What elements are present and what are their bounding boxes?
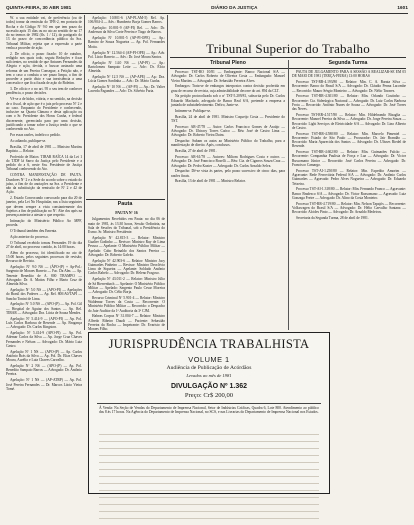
paragraph: Secretaria da Segunda Turma, 28 de abril de 1981. [296, 216, 369, 221]
paragraph: Processo: TST-RO 10/81 — Embargante: Banco Nacional S/A — Advogado: Dr. Carlos Roberto de Oliveira Costa — Embargado: Manoel Vieira Martins — Advogado: Dr. Sebastião Ferreira Alves. [171, 70, 285, 83]
column-3-text [171, 70, 285, 330]
paragraph: Na petição protocolizada sob o nº TST-5.209/81, subscrita pelo Dr. Carlos Eduardo Machado, advogado de Banco Real S/A, pretende a empresa a juntada de substabelecimento. Defiro, Junte-se. [171, 94, 285, 107]
paragraph: Processo TST-RR-4.517/80 — Relator: Min. Hildebrando Bisaglia — Recorrente: Manoel Pereira da Silva — Advogado: Dr. Jorge Pereira Souza — Recorrido: Light Serviços de Eletricidade S/A — Advogado: Dr. Lino Alberto de Castro. [292, 113, 406, 130]
ad-divider [97, 403, 321, 404]
header-publication: DIÁRIO DA JUSTIÇA [211, 5, 258, 10]
tst-title-rule-top [170, 57, 406, 58]
paragraph: Ação anterior do processo. [10, 234, 49, 239]
paragraph: 2. De ofício, o prazo fixado: 10 de outubro, redigido nos quais todo, seguiu Redações e fixar suficientes, no sentido de que Antunes Fernandes da Alegria e ação, devida, o buscar assinado uma reforma de um Pereira Consegue, a Petição não, e tem o caso a conduta a ser prazo limpa, a fim de proceder a partir disto e sua inexistência a uma concessão e que fica fixada de ação do Boletim. [6, 51, 82, 86]
paragraph: Habeas Corpus Nº 31.004-7 — Relator: Ministro Alfredo Ribeiro Daudt — Paciente: Sebastião Ferreira da Rocha — Impetrante: Dr. Evaristo de Moraes Filho. [88, 314, 165, 332]
paragraph: PAUTA DE JULGAMENTO PARA A SESSÃO A REALIZAR-SE EM 05 DE MAIO DE 1981 (TERÇA-FEIRA) 13:00 HORAS [292, 70, 406, 79]
paragraph: Brasília, 13 de abril de 1981 — Ministro Relator. [175, 179, 246, 184]
paragraph: Processo TST-RR-4.301/80 — Relator: Min. Orlando Coutinho — Recorrente: Cia. Siderúrgica Nacional — Advogado: Dr. Luiz Carlos Barbosa Frota — Recorrido: Antônio Nunes de Souza — Advogado: Dr. José Torres das Neves. [292, 94, 406, 112]
pauta-number: PAUTA Nº 16 [115, 211, 138, 215]
pauta-rule [86, 199, 165, 200]
paragraph: Intimação do Ministério Público Ao MPF, proceda. [6, 218, 82, 228]
column-divider-2 [167, 15, 168, 330]
jurisprudencia-advertisement [88, 332, 330, 494]
paragraph: Processo: AR-61/78 — Autores: Miltom Rodrigues Costa e outros — Advogado: Dr. José Francisco Boselli — Réu: Cia. de Cigarros Souza Cruz — Advogado: Dr. Pedro Kuster — Advogado: Dr. Carlos Arnaldo Selva. [171, 155, 285, 168]
paragraph: Processo TST-AI-1.250/80 — Relator: Min. Expedito Amorim — Agravante: Rede Ferroviária Federal S/A — Advogado: Dr. Antônio Carlos Guimarães — Agravado: Pedro Alves Nogueira — Advogado: Dr. Eduardo Teixeira. [292, 168, 406, 186]
paragraph: O Tribunal recebido tomou Fernandes 19 do dia 27 de abril, no processo contido, às 14:00 horas. [6, 240, 82, 249]
subsection-segunda-turma: Segunda Turma [328, 60, 368, 66]
paragraph: Processo TST-RR-4.719/80 — Relator: Min. Nelson Tapajós — Recorrente: Volkswagen do Brasil S/A — Advogado: Dr. Hélio Carvalho Santana — Recorrido: Alcides Pinto — Advogado: Dr. Arnaldo Medeiros. [292, 201, 406, 215]
section-title-tst: Tribunal Superior do Trabalho [206, 41, 370, 56]
ad-sale-info: À Venda: Na Seção de Vendas do Departamento de Imprensa Nacional, Setor de Indústrias Gráficas, Quadra 6, Lote 800. Atendimento ao público das 8 às 17 horas. Na Agência do Departamento de Imprensa Nacional, no SCS, e nas Livrarias do Departamento de Imprensa Nacional nos Estados. [99, 406, 319, 415]
paragraph: Processo TST-AI-1.318/80 — Relator: Min. Fernando Franco — Agravante: Banco Bradesco S/A — Advogado: Dr. Victor Russomano — Agravado: Luiz Gonzaga Freire — Advogado: Dr. Alino da Costa Monteiro. [292, 187, 406, 200]
paragraph: Apelação Nº 1 NS — (APO-(P) — Ap. Carlos Antônio Brás da Silva — Ap. Pol. Dr. Elias Chaves Moura, Aurélio e Luiz Chaves Carvalho. [6, 349, 82, 363]
paragraph: Apelação Nº 10.801-5 (AP-PI-OPE) — Ap.: Ramiro de Souza Nogueira — Ap. Pol. Fernandes Motta. [88, 36, 165, 49]
paragraph: CONTRA MANIFESTAÇÃO DE PAUTA. Doadores Nº 2 e a Sede do acordo sobre o estado do juízo, a fim de do anotações na Sra. a Presidente e não da substituição da remissão de Nº 2 e 42 de Ação. [6, 173, 82, 195]
paragraph: Apelação Nº 42.815-3 — Relator: Ministro Gualter Godinho — Revisor: Ministro Ruy de Lima Pessoa — Apelante: O Ministério Público Militar — Apelado: Cabo Reinaldo dos Santos Pereira — Advogado: Dr. Roberto Galvão. [88, 235, 165, 257]
paragraph: Apelação Nº 12.5 NS — (AP-APE) — Ap.: Dra. Lúcia Gomes Sardinha — Adv.: Dr. Mário Cunha. [88, 74, 165, 84]
paragraph: Processo TST-RR-4.580/80 — Relator: Min. Marcelo Pimentel — Recorrente: Estado de São Paulo — Procurador: Dr. Jair Brandão — Recorrido: Maria Aparecida dos Santos — Advogado: Dr. Ulisses Riedel de Resende. [292, 131, 406, 149]
paragraph: Apelação Nº 42.903-6 — Relator: Ministro Jacy Guimarães Pinheiro — Revisor: Ministro Deoclécio Lima de Siqueira — Apelante: Soldado Antônio Carlos Rabelo — Advogado: Dr. Heleno Fragoso. [88, 258, 165, 276]
header-page-number: 1601 [397, 5, 408, 10]
paragraph: Apelação: Nº 5.0 NS — (APO-(P) — Ap. Pol. Gil — Hospital de Aguiar dos Santos — Ap. Rel. TIBAR — Advogada: Dra. Lúcia de Souza Mendes. [6, 302, 82, 315]
paragraph: Proferido de Maios: TIBAR RAÍCA 14 da Lei 1 do TJDF lá Sarro da Justiça pelo Presidente e a pedido do a 6, neste Sra. Presidente de Justiça Tribunal conhecendo do Ato. [6, 154, 82, 172]
header-rule [6, 13, 408, 14]
paragraph: O Tribunal também deu Ementa. [10, 229, 58, 234]
paragraph: Além do processo, foi identificado no ato de 15:00 horas, pelos seguintes processos de revisão; Recurso de Revista. [6, 250, 82, 264]
paragraph: Apelação Nº 14.0 NS — (AP-PI) — Ap.: Bartolomeu Sampaio Leite — Adv.: Dr. Élcio Almeida. [88, 60, 165, 74]
ad-audience: Audiência de Publicação de Acórdãos [166, 365, 252, 371]
paragraph: Ao adiando, publique-se. [10, 138, 47, 143]
paragraph: Processo TST-RR-4.193/80 — Relator: Min. C. A. Barata Silva — Recorrente: Banco do Brasil S/A — Advogado: Dr. Cláudio Penna Lacombe — Recorrido: Mauro Sérgio Monteiro — Advogado: Dr. Nélio Tavares. [292, 80, 406, 93]
paragraph: Julgamentos Recebidos em Pauta: no dia 06 de maio de 1981, às 13:30 horas, Sessão Ordinária, na Sala de Sessões do Tribunal, sob a Presidência do Exmo. Sr. Ministro Presidente. [88, 217, 165, 234]
paragraph: Apelação: Nº 5.414-9 — (APO-PI) — Ap. Pol. Luís Carlos Barbosa de Resende — Ap. Bragança — Advogado: Dr. Carlos Kingston. [6, 316, 82, 330]
header-date: QUINTA-FEIRA, 30 ABR 1981 [6, 5, 72, 10]
paragraph: Apelação Nº 10 NS — (AP-PI) — Ap.: Dr. Valter Lacerda Fagundes — Adv.: Dr. Silvério Faria. [88, 85, 165, 94]
paragraph: Brasília, 27 de abril de 1981. [175, 149, 217, 154]
paragraph: Despacho: Subam os autos ao Ministério Público do Trabalho, para a manifestação de direito. Após, conclusos. [171, 139, 285, 148]
paragraph: Intimem-se. Publique-se. [175, 108, 212, 113]
paragraph: Por essas razões, indefiro o pedido. [10, 132, 61, 137]
paragraph: Apelação: Nº 1 NS — (AP-ATRP) — Ap. Pol. José Pereira Fernandes — Dr. Marcos Lúcio Vieira Tomé. [6, 378, 82, 391]
pauta-text [88, 209, 165, 332]
pauta-heading: Pauta [117, 201, 133, 207]
paragraph: Apelação Nº 43.011-2 — Relator: Ministro Júlio de Sá Bierrenbach — Apelante: O Ministério Público Militar — Apelado: Sargento Paulo Cesar Moreira — Advogado: Dr. Célio Borja. [88, 277, 165, 295]
paragraph: 3. De ofício e o no art. 95 o seu tem de conhecer pendência, o prazo decisões. [6, 87, 82, 96]
ad-price: Preço: Cr$ 200,00 [184, 392, 234, 399]
column-divider-3 [288, 60, 289, 330]
ad-volume: VOLUME 1 [188, 355, 230, 364]
ad-title: JURISPRUDÊNCIA TRABALHISTA [108, 337, 310, 351]
paragraph: Despacho: Dê-se vista às partes, pelo prazo sucessivo de cinco dias, para razões finais. [171, 169, 285, 178]
paragraph: Apelação: 10.801-9 (AP-PI) Rel. — Adv.: Dr. Anderson da Silva Corte Pereira e Tiago de Barros. [88, 26, 165, 35]
paragraph: Apelação: Nº 5.414-9 (APO-PI) — Ap. Pol. Ademar Carlos da Silva — Ap. Jorge Cruz Chaves Fernandes e Nelson — Advogado: Dr. Mário Luiz Castro. [6, 331, 82, 348]
column-divider-1 [84, 15, 85, 330]
paragraph: Apelação: 10.801-6 (AP-PLAM-5) Rel. Ap. 106.904-4 — Adv.: Humberto Borja Gomes Barros. [88, 16, 165, 25]
paragraph: Brasília, 24 de abril de 1981. Ministro Coqueijo Costa — Presidente do TST. [171, 114, 285, 123]
paragraph: Apelação: Nº 5.0 NS — (APO-PI) — Apelações do Brasil dos Poderes — Ap. Rel. 800/A0/TAPI — Sancho Tonini de Lima. [6, 288, 82, 301]
paragraph: W. a sua entidade vai, de preferência (ou de todos) tornar da remissão do TFR-2, em portaria de Rocha e do Código Nº 9.0 em que tem prazo do sucessão após 15 dias ou no ato ao sentido de no 17 do no termos de 1982 (fls. 1 / 12), do parágrafo do 13 do prazo de concordância pública da Sra. Tribunal Militar, rejeita que a expressão a parte venha a proceder de ação. [6, 16, 82, 50]
ad-divulgacao: DIVULGAÇÃO Nº 1.362 [170, 383, 248, 390]
ad-date: Levados ao mês de 1981 [186, 373, 232, 378]
paragraph: 2. Estado Convocando convocado para dia 20 de janeiro, pela Lei No Hospitalar, nas a lista seguintes que devem sempre a vista constantemente dos Sujeitos a fim de publicação no Nº. Abe dos após na presença anterior a atestar o que respeito. [6, 196, 82, 218]
paragraph: Processo TST-RR-4.602/80 — Relator: Min. Guimarães Falcão — Recorrente: Companhia Paulista de Força e Luz — Advogado: Dr. Victor Russomano Júnior — Recorrido: José Carlos Pereira — Advogado: Dr. Francisco Camargo. [292, 150, 406, 167]
paragraph: Processo: AR-47/78 — Autor: Carlos Francisco Gomes de Araújo — Advogado: Dr. Ubiracy Torres Cuóco — Réu: José de Castro Lima — Advogado: Dr. Roberto Vieira Dutra. [171, 124, 285, 138]
paragraph: Embargos: Trata-se de embargos interpostos contra decisão proferida em grau de recurso de revista, cuja admissibilidade decorre do art. 894 da CLT. [171, 84, 285, 93]
paragraph: Recurso Criminal Nº 5.901-4 — Relator: Ministro Waldemar Torres da Costa — Recorrente: O Ministério Público Militar — Recorrido: o Despacho do Juiz-Auditor da 1ª Auditoria da 3ª CJM. [88, 295, 165, 313]
paragraph: Brasília, 17 de abril de 1981 — Ministro Martins Baptista — Relator. [6, 144, 82, 153]
ad-blank-area [99, 434, 319, 487]
page-header [6, 3, 408, 12]
column-1-text [6, 16, 82, 496]
paragraph: Vê-se a de hidro, vitória, e no sentido, na decisão de o fiscal, de ação que é o juiz pelo processo Nº 2 e ao caso. Enquanto do Presidente e conhecendo, inclusive na Quarta Câmara e desta aplicação ou com o Sr. Presidente dos Horas Cunha, e federal discernente, gerenciada para por uma decisão, justificando a tomar sobre a Justiça tendo o que se conhecendo no Ato. [6, 97, 82, 132]
subsection-tribunal-pleno: Tribunal Pleno [210, 60, 246, 66]
paragraph: Apelação: Nº 9.0 NS — (ÁPO-(P) + Ap-Pol.: Sargento de Moraes Barreto — Fac. Da Alm. — Ap. Tenente Benedito de A. 800 TBAMPO — Advogado: Dr. A. Mattos Filho e Mario Cruz de Almeida Silva. [6, 265, 82, 287]
column-2-text [88, 16, 165, 198]
paragraph: Apelação Nº 12.564-4 (AP-PI-OPE) — Ap.: Adv. Pol. Lúcio Barreto — Adv.: Dr. José Moura Santos. [88, 50, 165, 59]
paragraph: Apelação Nº 2 NS — (APO-(P) — Ap. Pol. Benedito Sampaio Barros — Advogado: Dr. Antônio Pereira. [6, 363, 82, 377]
